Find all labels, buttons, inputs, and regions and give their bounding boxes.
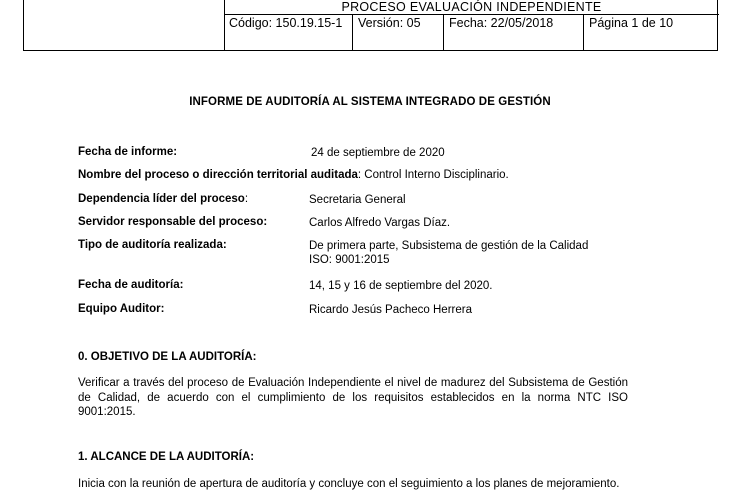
fecha-auditoria-label: Fecha de auditoría: xyxy=(78,279,184,291)
equipo-value: Ricardo Jesús Pacheco Herrera xyxy=(309,304,472,316)
document-header xyxy=(23,0,718,51)
tipo-value-line1: De primera parte, Subsistema de gestión de la Calidad xyxy=(309,240,589,252)
dependencia-colon: : xyxy=(244,193,249,205)
header-codigo: Código: 150.19.15-1 xyxy=(224,14,353,50)
tipo-label: Tipo de auditoría realizada: xyxy=(78,239,227,251)
tipo-value-line2: ISO: 9001:2015 xyxy=(309,254,390,266)
section-objetivo-text: Verificar a través del proceso de Evaluación Independiente el nivel de madurez del Subsistema de Gestión de Calidad, de acuerdo con el cumplimiento de los requisitos establecidos en la norma NTC ISO 9001:2015. xyxy=(78,377,628,418)
report-title: INFORME DE AUDITORÍA AL SISTEMA INTEGRADO DE GESTIÓN xyxy=(189,96,551,108)
dependencia-label: Dependencia líder del proceso xyxy=(78,193,245,205)
dependencia-value: Secretaria General xyxy=(309,194,406,206)
section-objetivo-title: 0. OBJETIVO DE LA AUDITORÍA: xyxy=(78,351,257,363)
proceso-label: Nombre del proceso o dirección territorial auditada xyxy=(78,169,358,181)
fecha-auditoria-value: 14, 15 y 16 de septiembre del 2020. xyxy=(309,280,493,292)
header-process-name: PROCESO EVALUACIÓN INDEPENDIENTE xyxy=(224,0,719,15)
equipo-label: Equipo Auditor: xyxy=(78,303,165,315)
header-pagina: Página 1 de 10 xyxy=(589,16,674,30)
header-logo-cell xyxy=(24,0,225,50)
header-version: Versión: 05 xyxy=(353,14,444,50)
field-proceso xyxy=(78,169,509,181)
fecha-informe-value: 24 de septiembre de 2020 xyxy=(311,147,445,159)
section-alcance-text: Inicia con la reunión de apertura de auditoría y concluye con el seguimiento a los planes de mejoramiento. xyxy=(78,478,620,490)
header-fecha: Fecha: 22/05/2018 xyxy=(444,14,584,50)
section-alcance-title: 1. ALCANCE DE LA AUDITORÍA: xyxy=(78,451,255,463)
servidor-value: Carlos Alfredo Vargas Díaz. xyxy=(309,217,451,229)
proceso-value: : Control Interno Disciplinario. xyxy=(357,169,509,181)
servidor-label: Servidor responsable del proceso: xyxy=(78,216,268,228)
fecha-informe-label: Fecha de informe: xyxy=(78,146,178,158)
